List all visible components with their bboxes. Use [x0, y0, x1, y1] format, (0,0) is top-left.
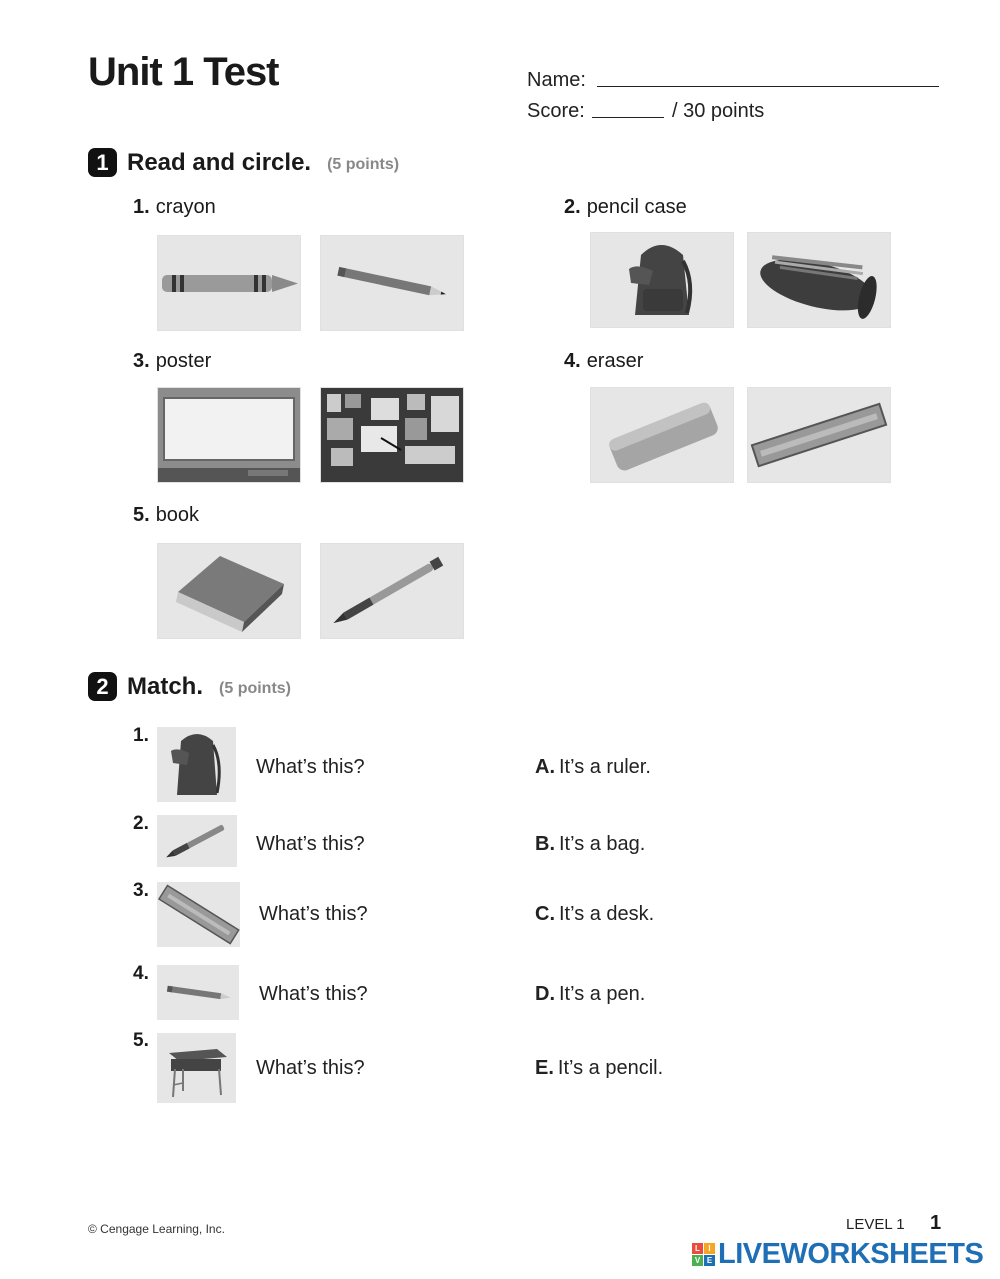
crayon-icon — [158, 236, 300, 330]
question-number: 3. — [133, 350, 150, 372]
option-ruler[interactable] — [747, 387, 891, 483]
section-2-header — [88, 672, 291, 701]
page-number: 1 — [930, 1212, 942, 1234]
answer-text: It’s a bag. — [559, 833, 646, 855]
question-word: poster — [155, 350, 212, 372]
question-number: 4. — [564, 350, 581, 372]
option-pencil[interactable] — [320, 235, 464, 331]
pen-icon — [157, 815, 237, 867]
option-whiteboard[interactable] — [157, 387, 301, 483]
backpack-icon — [157, 727, 236, 802]
match-number: 4. — [133, 963, 149, 984]
answer-a[interactable] — [535, 756, 651, 779]
match-number: 3. — [133, 880, 149, 901]
liveworksheets-brand[interactable] — [692, 1238, 983, 1271]
logo-letter: E — [704, 1255, 715, 1266]
question-1 — [133, 196, 216, 219]
score-total: / 30 points — [672, 100, 765, 122]
option-pen[interactable] — [320, 543, 464, 639]
section-number: 2 — [88, 672, 117, 701]
answer-letter: D. — [535, 983, 555, 1005]
option-crayon[interactable] — [157, 235, 301, 331]
section-points: (5 points) — [327, 155, 400, 173]
match-question: What’s this? — [259, 983, 368, 1005]
match-picture-pencil — [157, 965, 239, 1020]
question-2 — [564, 196, 687, 219]
level-label: LEVEL 1 — [846, 1216, 905, 1233]
answer-text: It’s a pencil. — [557, 1057, 664, 1079]
question-number: 2. — [564, 196, 581, 218]
answer-text: It’s a ruler. — [559, 756, 651, 778]
logo-letter: I — [704, 1243, 715, 1254]
answer-letter: C. — [535, 903, 555, 925]
question-4 — [564, 350, 643, 373]
logo-letter: V — [692, 1255, 703, 1266]
answer-text: It’s a desk. — [559, 903, 655, 925]
brand-text: LIVEWORKSHEETS — [718, 1238, 984, 1270]
logo-letter: L — [692, 1243, 703, 1254]
match-number: 1. — [133, 725, 149, 746]
book-icon — [158, 544, 300, 638]
question-5 — [133, 504, 199, 527]
match-question: What’s this? — [256, 833, 365, 855]
section-1-header — [88, 148, 399, 177]
question-word: crayon — [155, 196, 216, 218]
section-title: Match. — [127, 672, 204, 700]
match-picture-desk — [157, 1033, 236, 1103]
match-picture-pen — [157, 815, 237, 867]
question-number: 5. — [133, 504, 150, 526]
option-book[interactable] — [157, 543, 301, 639]
desk-icon — [157, 1033, 236, 1103]
section-points: (5 points) — [219, 679, 292, 697]
name-field[interactable] — [597, 86, 939, 87]
match-picture-ruler — [157, 882, 240, 947]
eraser-icon — [591, 388, 733, 482]
score-field[interactable] — [592, 117, 664, 118]
ruler-icon — [157, 882, 240, 947]
match-question: What’s this? — [256, 1057, 365, 1079]
match-number: 2. — [133, 813, 149, 834]
page-title: Unit 1 Test — [88, 50, 279, 94]
score-label: Score: — [527, 100, 585, 122]
answer-letter: A. — [535, 756, 555, 778]
question-number: 1. — [133, 196, 150, 218]
answer-text: It’s a pen. — [559, 983, 646, 1005]
match-question: What’s this? — [256, 756, 365, 778]
match-question: What’s this? — [259, 903, 368, 925]
option-backpack[interactable] — [590, 232, 734, 328]
whiteboard-icon — [158, 388, 300, 482]
answer-letter: B. — [535, 833, 555, 855]
liveworksheets-logo-icon — [692, 1243, 715, 1266]
answer-b[interactable] — [535, 833, 645, 856]
ruler-icon — [748, 388, 890, 482]
section-title: Read and circle. — [127, 148, 312, 176]
poster-board-icon — [321, 388, 463, 482]
section-number: 1 — [88, 148, 117, 177]
answer-letter: E. — [535, 1057, 554, 1079]
name-label: Name: — [527, 69, 586, 91]
pen-icon — [321, 544, 463, 638]
backpack-icon — [591, 233, 733, 327]
option-poster-board[interactable] — [320, 387, 464, 483]
pencil-icon — [321, 236, 463, 330]
pencil-icon — [157, 965, 239, 1020]
question-3 — [133, 350, 211, 373]
match-number: 5. — [133, 1030, 149, 1051]
answer-d[interactable] — [535, 983, 645, 1006]
match-picture-backpack — [157, 727, 236, 802]
question-word: pencil case — [586, 196, 687, 218]
pencil-case-icon — [748, 233, 890, 327]
option-pencil-case[interactable] — [747, 232, 891, 328]
option-eraser[interactable] — [590, 387, 734, 483]
question-word: eraser — [586, 350, 644, 372]
question-word: book — [155, 504, 200, 526]
copyright: © Cengage Learning, Inc. — [88, 1222, 225, 1236]
answer-e[interactable] — [535, 1057, 663, 1080]
answer-c[interactable] — [535, 903, 654, 926]
